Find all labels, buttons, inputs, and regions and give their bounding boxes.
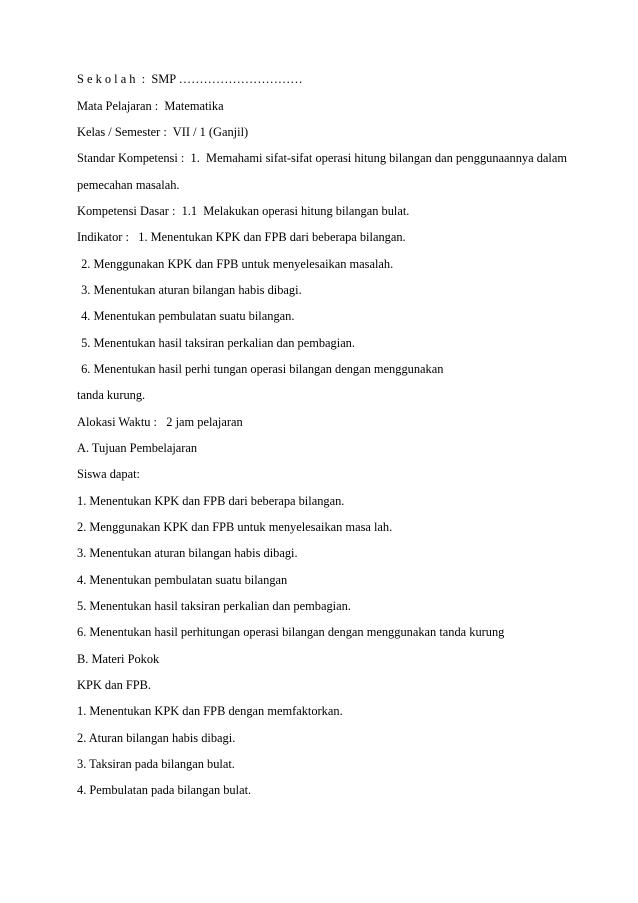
objective-item-2: 2. Menggunakan KPK dan FPB untuk menyelesaikan masa lah.: [77, 520, 393, 534]
indicator-line-6-continuation: tanda kurung.: [77, 388, 146, 402]
objective-item-6: 6. Menentukan hasil perhitungan operasi bilangan dengan menggunakan tanda kurung: [77, 625, 505, 639]
material-item-4: 4. Pembulatan pada bilangan bulat.: [77, 783, 252, 797]
material-item-3: 3. Taksiran pada bilangan bulat.: [77, 757, 235, 771]
competency-standard-continuation: pemecahan masalah.: [77, 178, 180, 192]
material-topic-line: KPK dan FPB.: [77, 678, 152, 692]
section-a-heading: A. Tujuan Pembelajaran: [77, 441, 198, 455]
objective-item-4: 4. Menentukan pembulatan suatu bilangan: [77, 573, 288, 587]
material-item-2: 2. Aturan bilangan habis dibagi.: [77, 731, 236, 745]
section-b-heading: B. Materi Pokok: [77, 652, 160, 666]
objective-item-1: 1. Menentukan KPK dan FPB dari beberapa bilangan.: [77, 494, 345, 508]
indicator-line-2: 2. Menggunakan KPK dan FPB untuk menyelesaikan masalah.: [78, 257, 394, 271]
time-allocation-line: Alokasi Waktu : 2 jam pelajaran: [77, 415, 243, 429]
objective-item-3: 3. Menentukan aturan bilangan habis dibagi.: [77, 546, 298, 560]
objective-item-5: 5. Menentukan hasil taksiran perkalian dan pembagian.: [77, 599, 351, 613]
indicator-line-1: Indikator : 1. Menentukan KPK dan FPB dari beberapa bilangan.: [77, 230, 406, 244]
indicator-line-3: 3. Menentukan aturan bilangan habis dibagi.: [78, 283, 302, 297]
school-line: S e k o l a h : SMP …………………………: [77, 72, 303, 86]
material-item-1: 1. Menentukan KPK dan FPB dengan memfaktorkan.: [77, 704, 343, 718]
indicator-line-5: 5. Menentukan hasil taksiran perkalian dan pembagian.: [78, 336, 355, 350]
indicator-line-6: 6. Menentukan hasil perhi tungan operasi bilangan dengan menggunakan: [78, 362, 444, 376]
class-semester-line: Kelas / Semester : VII / 1 (Ganjil): [77, 125, 249, 139]
indicator-line-4: 4. Menentukan pembulatan suatu bilangan.: [78, 309, 295, 323]
students-can-line: Siswa dapat:: [77, 467, 140, 481]
subject-line: Mata Pelajaran : Matematika: [77, 99, 224, 113]
competency-standard-line: Standar Kompetensi : 1. Memahami sifat-sifat operasi hitung bilangan dan penggunaannya dalam: [77, 151, 567, 165]
basic-competency-line: Kompetensi Dasar : 1.1 Melakukan operasi hitung bilangan bulat.: [77, 204, 410, 218]
